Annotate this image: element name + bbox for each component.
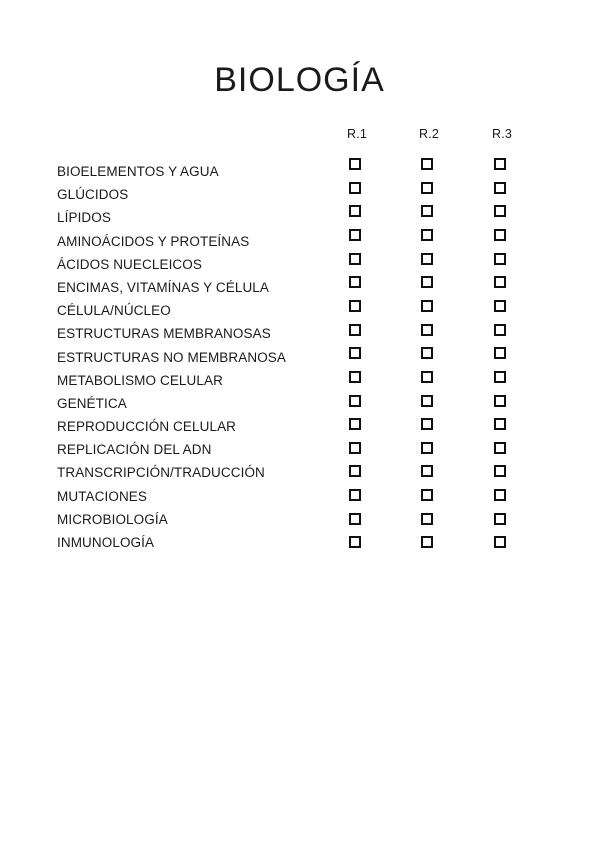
column-header-r2: R.2	[418, 127, 440, 141]
checkbox-r3[interactable]	[494, 489, 506, 501]
checkbox-r1[interactable]	[349, 205, 361, 217]
checkbox-r1[interactable]	[349, 442, 361, 454]
checkbox-r2[interactable]	[421, 205, 433, 217]
topic-list	[57, 163, 286, 557]
checkbox-r1[interactable]	[349, 300, 361, 312]
topic-label: GLÚCIDOS	[57, 187, 129, 203]
topic-label: BIOELEMENTOS Y AGUA	[57, 164, 219, 179]
checkbox-r2[interactable]	[421, 276, 433, 288]
checkbox-r3[interactable]	[494, 465, 506, 477]
checkbox-r3[interactable]	[494, 300, 506, 312]
checkbox-r3[interactable]	[494, 253, 506, 265]
checkbox-r1[interactable]	[349, 253, 361, 265]
checkbox-r2[interactable]	[421, 158, 433, 170]
topic-label: MICROBIOLOGÍA	[57, 511, 168, 527]
checkbox-r1[interactable]	[349, 276, 361, 288]
checkbox-r2[interactable]	[421, 465, 433, 477]
checkbox-r2[interactable]	[421, 513, 433, 525]
topic-label: CÉLULA/NÚCLEO	[57, 303, 171, 319]
checkbox-r2[interactable]	[421, 347, 433, 359]
checkbox-r2[interactable]	[421, 371, 433, 383]
checkbox-r2[interactable]	[421, 300, 433, 312]
checkbox-r3[interactable]	[494, 182, 506, 194]
checkbox-r2[interactable]	[421, 253, 433, 265]
checkbox-r1[interactable]	[349, 158, 361, 170]
checkbox-r3[interactable]	[494, 205, 506, 217]
checkbox-r1[interactable]	[349, 465, 361, 477]
checkbox-r3[interactable]	[494, 324, 506, 336]
checkbox-r3[interactable]	[494, 513, 506, 525]
topic-label: METABOLISMO CELULAR	[57, 372, 223, 388]
checkbox-r3[interactable]	[494, 395, 506, 407]
column-header-r1: R.1	[346, 127, 368, 141]
checkbox-r2[interactable]	[421, 536, 433, 548]
topic-label: LÍPIDOS	[57, 210, 111, 226]
topic-label: TRANSCRIPCIÓN/TRADUCCIÓN	[57, 465, 265, 481]
topic-label: GENÉTICA	[57, 395, 127, 411]
checkbox-r2[interactable]	[421, 418, 433, 430]
checkbox-r1[interactable]	[349, 513, 361, 525]
page-title: BIOLOGÍA	[214, 61, 385, 99]
checkbox-r2[interactable]	[421, 442, 433, 454]
checkbox-r3[interactable]	[494, 229, 506, 241]
checkbox-r1[interactable]	[349, 371, 361, 383]
checkbox-r1[interactable]	[349, 347, 361, 359]
checkbox-r3[interactable]	[494, 442, 506, 454]
checkbox-r1[interactable]	[349, 324, 361, 336]
checkbox-r2[interactable]	[421, 324, 433, 336]
checkbox-r1[interactable]	[349, 418, 361, 430]
checkbox-r1[interactable]	[349, 536, 361, 548]
checkbox-r3[interactable]	[494, 347, 506, 359]
checkbox-r2[interactable]	[421, 229, 433, 241]
checkbox-r2[interactable]	[421, 489, 433, 501]
topic-label: ESTRUCTURAS NO MEMBRANOSA	[57, 349, 287, 365]
checkbox-r3[interactable]	[494, 536, 506, 548]
checkbox-r3[interactable]	[494, 418, 506, 430]
topic-label: ÁCIDOS NUECLEICOS	[57, 256, 202, 272]
topic-label: ENCIMAS, VITAMÍNAS Y CÉLULA	[57, 279, 270, 295]
checkbox-r2[interactable]	[421, 395, 433, 407]
checkbox-r1[interactable]	[349, 182, 361, 194]
checkbox-r3[interactable]	[494, 371, 506, 383]
topic-label: REPRODUCCIÓN CELULAR	[57, 419, 237, 435]
checkbox-r1[interactable]	[349, 395, 361, 407]
checkbox-r1[interactable]	[349, 489, 361, 501]
column-header-r3: R.3	[491, 127, 513, 141]
topic-label: INMUNOLOGÍA	[57, 535, 155, 550]
topic-label: ESTRUCTURAS MEMBRANOSAS	[57, 326, 271, 342]
checkbox-r1[interactable]	[349, 229, 361, 241]
checkbox-r3[interactable]	[494, 276, 506, 288]
topic-label: AMINOÁCIDOS Y PROTEÍNAS	[57, 233, 250, 249]
topic-label: REPLICACIÓN DEL ADN	[57, 442, 212, 458]
checkbox-r3[interactable]	[494, 158, 506, 170]
checkbox-r2[interactable]	[421, 182, 433, 194]
topic-label: MUTACIONES	[57, 488, 148, 504]
